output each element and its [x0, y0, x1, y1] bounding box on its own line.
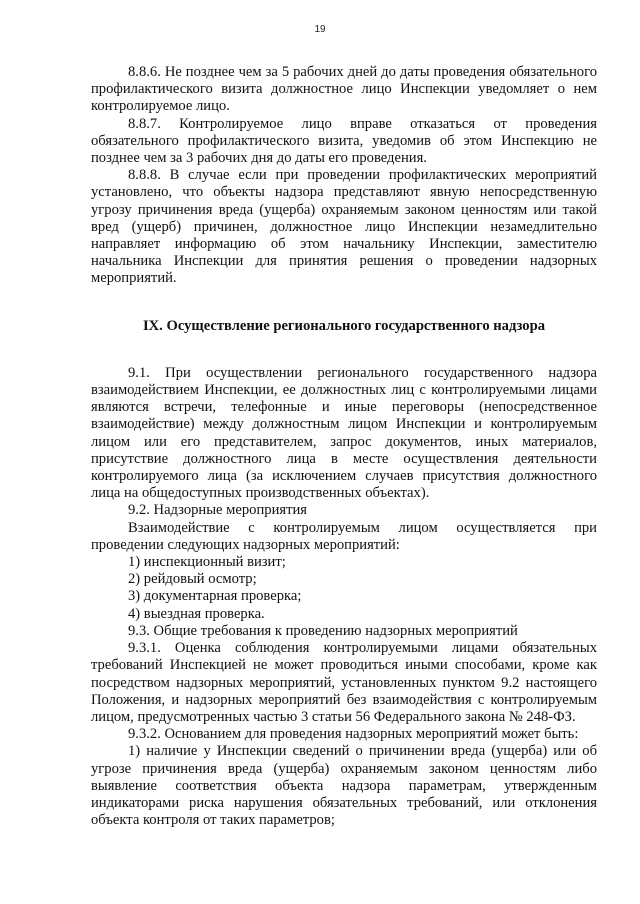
paragraph-9-3: 9.3. Общие требования к проведению надзорных мероприятий: [128, 622, 518, 639]
paragraph-9-1: 9.1. При осуществлении регионального государственного надзора взаимодействием Инспекции, ее должностных лиц с контролируемыми лицами являются встречи, телефонные и иные переговоры (непосредственное взаимодействие) между должностным лицом Инспекции и контролируемым лицом или его представителем, запрос документов, иных материалов, присутствие должностного лица в месте осуществления деятельности контролируемого лица (за исключением случаев присутствия должностного лица на общедоступных производственных объектах).: [91, 364, 597, 502]
list-item: 4) выездная проверка.: [128, 605, 265, 622]
paragraph-9-2-intro: Взаимодействие с контролируемым лицом осуществляется при проведении следующих надзорных мероприятий:: [91, 519, 597, 553]
list-item: 3) документарная проверка;: [128, 588, 302, 605]
document-body: [91, 64, 597, 829]
list-item: 1) инспекционный визит;: [128, 554, 286, 571]
paragraph-9-3-2: 9.3.2. Основанием для проведения надзорных мероприятий может быть:: [128, 726, 579, 743]
page-number: 19: [314, 24, 326, 35]
paragraph-9-3-2-item-1: 1) наличие у Инспекции сведений о причинении вреда (ущерба) или об угрозе причинения вреда (ущерба) охраняемым законом ценностям либо выявление соответствия объекта надзора параметрам, утвержденным индикаторами риска нарушения обязательных требований, или отклонения объекта контроля от таких параметров;: [91, 743, 597, 829]
paragraph-9-2: 9.2. Надзорные мероприятия: [128, 502, 308, 519]
list-item: 2) рейдовый осмотр;: [128, 571, 257, 588]
paragraph-8-8-8: 8.8.8. В случае если при проведении профилактических мероприятий установлено, что объекты надзора представляют явную непосредственную угрозу причинения вреда (ущерба) охраняемым законом ценностям или такой вред (ущерб) причинен, должностное лицо Инспекции незамедлительно направляет информацию об этом начальнику Инспекции, заместителю начальника Инспекции для принятия решения о проведении надзорных мероприятий.: [91, 167, 597, 287]
paragraph-8-8-7: 8.8.7. Контролируемое лицо вправе отказаться от проведения обязательного профилактического визита, уведомив об этом Инспекцию не позднее чем за 3 рабочих дня до даты его проведения.: [91, 115, 597, 167]
paragraph-8-8-6: 8.8.6. Не позднее чем за 5 рабочих дней до даты проведения обязательного профилактического визита должностное лицо Инспекции уведомляет о нем контролируемое лицо.: [91, 64, 597, 115]
section-heading: IX. Осуществление регионального государственного надзора: [142, 317, 546, 334]
paragraph-9-3-1: 9.3.1. Оценка соблюдения контролируемыми лицами обязательных требований Инспекцией не может проводиться иными способами, кроме как посредством надзорных мероприятий, установленных пунктом 9.2 настоящего Положения, и надзорных мероприятий без взаимодействия с контролируемым лицом, предусмотренных частью 3 статьи 56 Федерального закона № 248-ФЗ.: [91, 640, 597, 725]
